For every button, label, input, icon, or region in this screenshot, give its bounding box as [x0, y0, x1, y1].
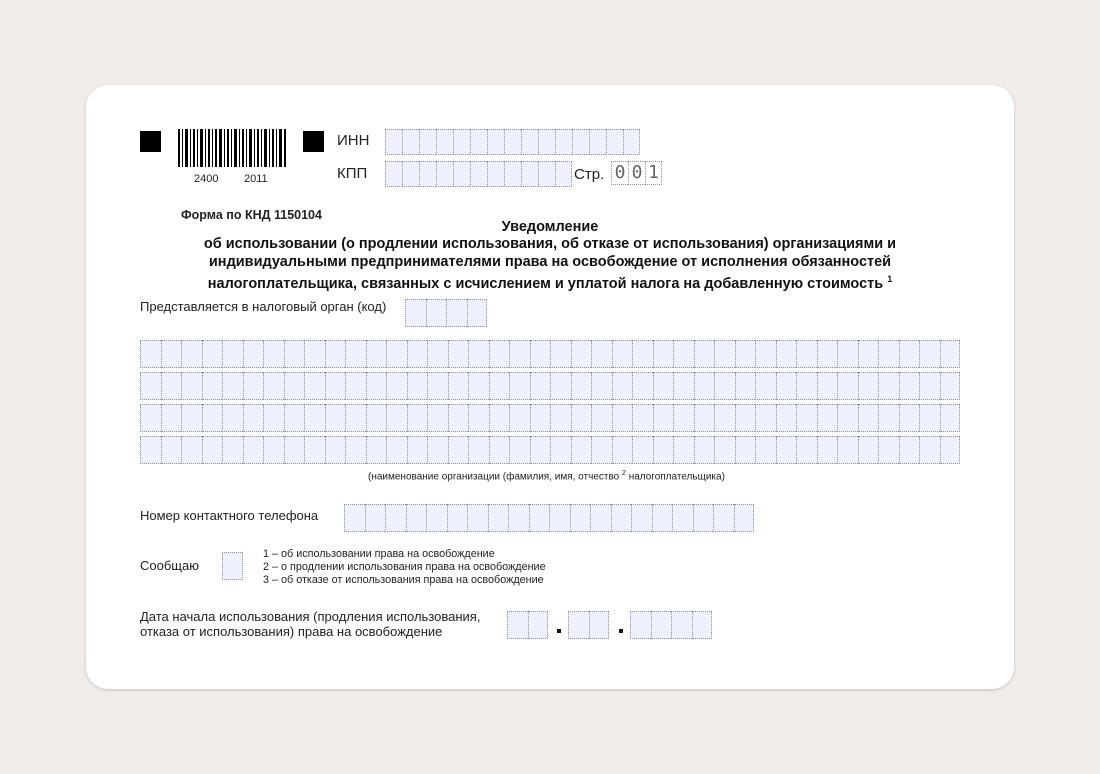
registration-marker-left	[140, 131, 161, 152]
report-option: 3 – об отказе от использования права на освобождение	[263, 574, 544, 586]
page-number-field	[611, 161, 662, 185]
date-separator	[557, 629, 561, 633]
barcode-icon	[178, 129, 288, 173]
org-name-row-3[interactable]	[140, 404, 960, 432]
page-digit: 0	[628, 161, 645, 185]
org-name-row-2[interactable]	[140, 372, 960, 400]
tax-authority-label: Представляется в налоговый орган (код)	[140, 299, 387, 314]
report-option-field[interactable]	[222, 552, 243, 580]
barcode-number-right: 2011	[244, 173, 268, 185]
org-name-caption: (наименование организации (фамилия, имя, отчество $^2$ налогоплательщика)	[368, 470, 725, 483]
page-digit: 1	[645, 161, 662, 185]
barcode-number-left: 2400	[194, 173, 219, 185]
org-name-row-4[interactable]	[140, 436, 960, 464]
tax-authority-code-field[interactable]	[405, 299, 487, 327]
report-options-list	[263, 548, 546, 587]
report-option: 2 – о продлении использования права на освобождение	[263, 561, 546, 573]
form-knd-code: Форма по КНД 1150104	[181, 208, 322, 222]
org-name-row-1[interactable]	[140, 340, 960, 368]
title-footnote: 1	[887, 273, 893, 284]
inn-field[interactable]	[385, 129, 640, 155]
title-line-2: об использовании (о продлении использования, об отказе от использования) организациями и	[203, 236, 897, 253]
kpp-label: КПП	[337, 165, 368, 182]
document-title	[140, 219, 960, 293]
phone-label: Номер контактного телефона	[140, 508, 319, 523]
title-line-1: Уведомление	[501, 219, 599, 235]
title-line-3: индивидуальными предпринимателями права на освобождение от исполнения обязанностей	[208, 253, 892, 270]
page-label: Стр.	[574, 166, 605, 183]
date-month-field[interactable]	[568, 611, 609, 639]
phone-field[interactable]	[344, 504, 754, 532]
title-line-4: налогоплательщика, связанных с исчислением и уплатой налога на добавленную стоимость $^1$	[207, 273, 893, 292]
date-separator	[619, 629, 623, 633]
report-option: 1 – об использовании права на освобождение	[263, 548, 495, 560]
report-label: Сообщаю	[140, 558, 199, 573]
date-day-field[interactable]	[507, 611, 548, 639]
date-year-field[interactable]	[630, 611, 712, 639]
kpp-field[interactable]	[385, 161, 572, 187]
registration-marker-right	[303, 131, 324, 152]
date-label: Дата начала использования (продления использования, отказа от использования) права на освобождение	[140, 609, 481, 639]
page-digit: 0	[611, 161, 628, 185]
inn-label: ИНН	[337, 132, 370, 149]
